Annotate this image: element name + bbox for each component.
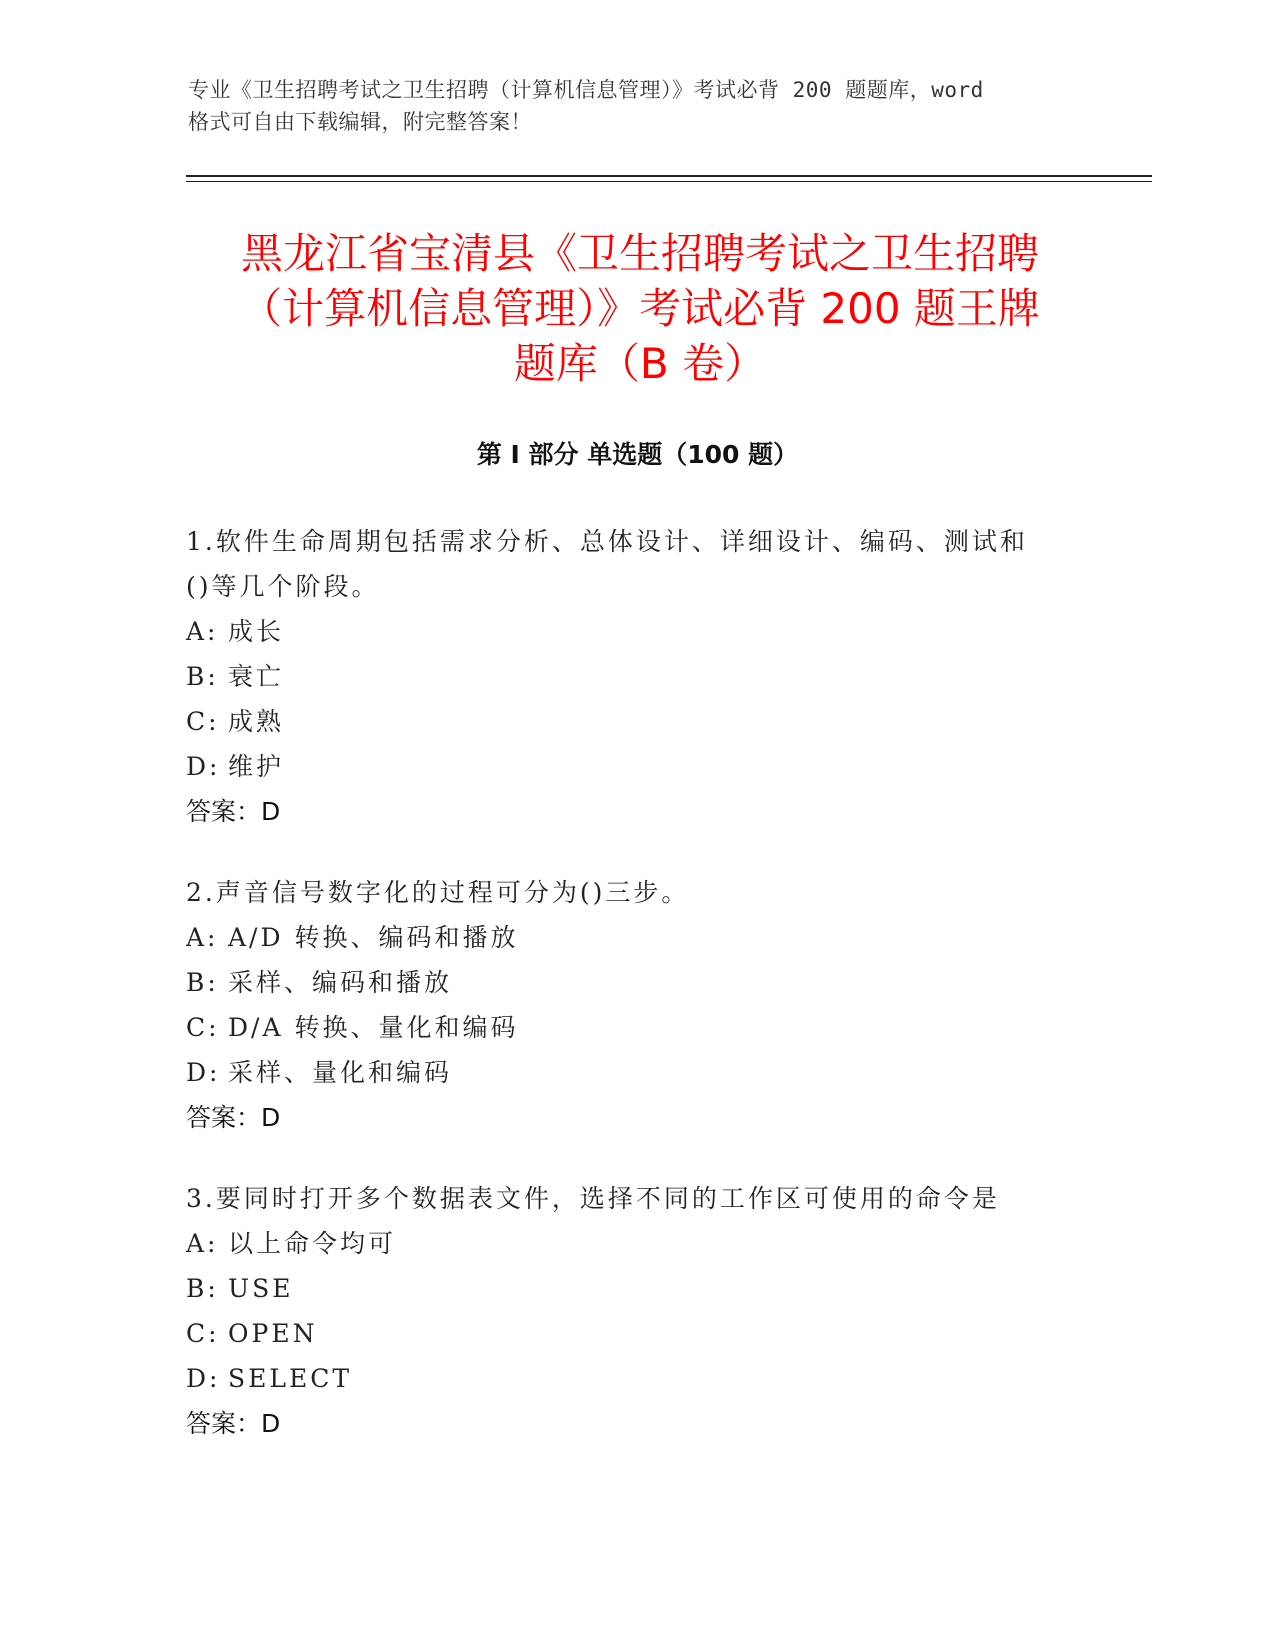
option-text: 以上命令均可 xyxy=(228,1229,397,1258)
document-title xyxy=(180,226,1100,391)
option-text: A/D 转换、编码和播放 xyxy=(228,923,519,952)
question-2-stem: 2.声音信号数字化的过程可分为()三步。 xyxy=(186,878,690,907)
question-3-stem: 3.要同时打开多个数据表文件，选择不同的工作区可使用的命令是 xyxy=(186,1184,1000,1213)
option-text: 维护 xyxy=(228,752,285,781)
option-text: D/A 转换、量化和编码 xyxy=(228,1013,519,1042)
option-text: OPEN xyxy=(228,1319,318,1348)
option-key: D: xyxy=(186,1364,221,1393)
question-1 xyxy=(186,519,1086,834)
option-key: B: xyxy=(186,662,219,691)
option-text: 成长 xyxy=(228,617,285,646)
question-1-option-b xyxy=(186,654,1086,699)
title-line-1: 黑龙江省宝清县《卫生招聘考试之卫生招聘 xyxy=(240,229,1039,278)
question-1-answer: 答案：D xyxy=(186,797,281,826)
option-text: 采样、编码和播放 xyxy=(228,968,453,997)
question-3-answer: 答案：D xyxy=(186,1409,281,1438)
title-line-2: （计算机信息管理）》考试必背 200 题王牌 xyxy=(240,284,1040,333)
option-text: 衰亡 xyxy=(228,662,285,691)
question-2-answer: 答案：D xyxy=(186,1103,281,1132)
option-key: B: xyxy=(186,1274,219,1303)
option-key: D: xyxy=(186,752,221,781)
option-key: A: xyxy=(186,617,219,646)
option-text: USE xyxy=(228,1274,294,1303)
option-key: B: xyxy=(186,968,219,997)
option-text: 成熟 xyxy=(228,707,285,736)
option-key: A: xyxy=(186,923,219,952)
option-key: C: xyxy=(186,1013,220,1042)
section-heading: 第 I 部分 单选题（100 题） xyxy=(476,440,799,469)
option-key: A: xyxy=(186,1229,219,1258)
question-1-stem-line-2: ()等几个阶段。 xyxy=(186,572,380,601)
question-2-option-a xyxy=(186,915,1086,960)
intro-line-2: 格式可自由下载编辑，附完整答案！ xyxy=(188,110,532,134)
question-1-option-c xyxy=(186,699,1086,744)
option-key: C: xyxy=(186,1319,220,1348)
title-line-3: 题库（B 卷） xyxy=(513,339,767,388)
question-3-option-b xyxy=(186,1266,1086,1311)
question-3-option-c xyxy=(186,1311,1086,1356)
question-2-option-b xyxy=(186,960,1086,1005)
question-2 xyxy=(186,870,1086,1140)
question-3 xyxy=(186,1176,1086,1446)
option-text: 采样、量化和编码 xyxy=(228,1058,453,1087)
question-1-stem-line-1: 1.软件生命周期包括需求分析、总体设计、详细设计、编码、测试和 xyxy=(186,527,1028,556)
question-1-option-d xyxy=(186,744,1086,789)
option-key: D: xyxy=(186,1058,221,1087)
header-divider-thick xyxy=(186,175,1152,177)
question-2-option-d xyxy=(186,1050,1086,1095)
question-3-option-a xyxy=(186,1221,1086,1266)
intro-line-1: 专业《卫生招聘考试之卫生招聘（计算机信息管理）》考试必背 200 题题库，word xyxy=(188,78,984,102)
question-3-option-d xyxy=(186,1356,1086,1401)
option-key: C: xyxy=(186,707,220,736)
question-2-option-c xyxy=(186,1005,1086,1050)
header-divider-thin xyxy=(186,181,1152,182)
option-text: SELECT xyxy=(228,1364,353,1393)
question-1-option-a xyxy=(186,609,1086,654)
document-intro xyxy=(188,74,1088,138)
